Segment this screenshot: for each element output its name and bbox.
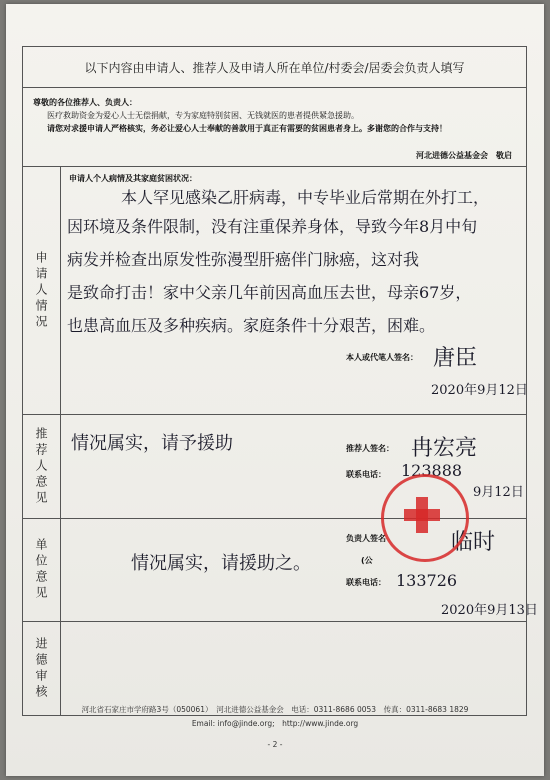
section-applicant-label: 申请人情况 <box>23 167 61 414</box>
section-recommender-label: 推荐人意见 <box>23 415 61 518</box>
footer-contact: Email: info@jinde.org; http://www.jinde.org <box>191 719 359 728</box>
recommender-phone-label: 联系电话： <box>346 470 386 479</box>
notice-line2: 请您对求援申请人严格核实，务必让爱心人士奉献的善款用于真正有需要的贫困患者身上。多谢您的合作与支持！ <box>47 124 447 133</box>
recommender-phone: 123888 <box>401 461 463 480</box>
recommender-sign-label: 推荐人签名： <box>346 444 394 453</box>
unit-sign-label: 负责人签名 <box>346 534 386 543</box>
applicant-text-line: 也患高血压及多种疾病。家庭条件十分艰苦，困难。 <box>67 316 436 335</box>
seal-cross-icon <box>384 477 460 553</box>
section-review-label: 进德审核 <box>23 622 61 715</box>
unit-seal-hint: (公 <box>361 556 373 565</box>
applicant-date: 2020年9月12日 <box>431 383 528 398</box>
unit-date: 2020年9月13日 <box>441 603 538 618</box>
recommender-signature: 冉宏亮 <box>411 436 478 461</box>
paper-sheet <box>6 4 544 776</box>
recommender-opinion: 情况属实，请予援助 <box>71 433 233 454</box>
footer-address: 河北省石家庄市学府路3号（050061） 河北进德公益基金会 电话：0311-8686 0053 传真：0311-8683 1829 <box>81 705 469 714</box>
notice-line1: 医疗救助资金为爱心人士无偿捐献，专为家庭特别贫困、无钱就医的患者提供紧急援助。 <box>47 111 359 120</box>
unit-signature: 临时 <box>451 530 496 555</box>
form-header <box>23 47 526 87</box>
notice-block <box>23 87 526 166</box>
section-applicant <box>23 166 526 414</box>
applicant-prompt: 申请人个人病情及其家庭贫困状况： <box>69 174 197 183</box>
applicant-text-line: 本人罕见感染乙肝病毒，中专毕业后常期在外打工， <box>121 188 490 207</box>
unit-phone: 133726 <box>396 571 458 590</box>
form-header-title: 以下内容由申请人、推荐人及申请人所在单位/村委会/居委会负责人填写 <box>84 60 465 75</box>
section-review <box>23 621 526 715</box>
notice-greeting: 尊敬的各位推荐人、负责人： <box>33 98 137 107</box>
section-unit-label: 单位意见 <box>23 519 61 621</box>
notice-org: 河北进德公益基金会 敬启 <box>416 151 512 160</box>
section-applicant-content <box>61 167 526 414</box>
application-form <box>22 46 538 716</box>
applicant-text-line: 因环境及条件限制，没有注重保养身体，导致今年8月中旬 <box>67 217 478 236</box>
footer-page-number: - 2 - <box>267 740 283 749</box>
recommender-date: 9月12日 <box>473 485 524 500</box>
section-review-content <box>61 622 526 715</box>
unit-phone-label: 联系电话： <box>346 578 386 587</box>
applicant-text-line: 病发并检查出原发性弥漫型肝癌伴门脉癌，这对我 <box>67 250 420 269</box>
unit-opinion: 情况属实，请援助之。 <box>131 553 311 574</box>
applicant-signature: 唐臣 <box>433 346 478 371</box>
red-seal-stamp <box>381 474 469 562</box>
applicant-sign-label: 本人或代笔人签名： <box>346 353 418 362</box>
applicant-text-line: 是致命打击！家中父亲几年前因高血压去世，母亲67岁， <box>67 283 472 302</box>
